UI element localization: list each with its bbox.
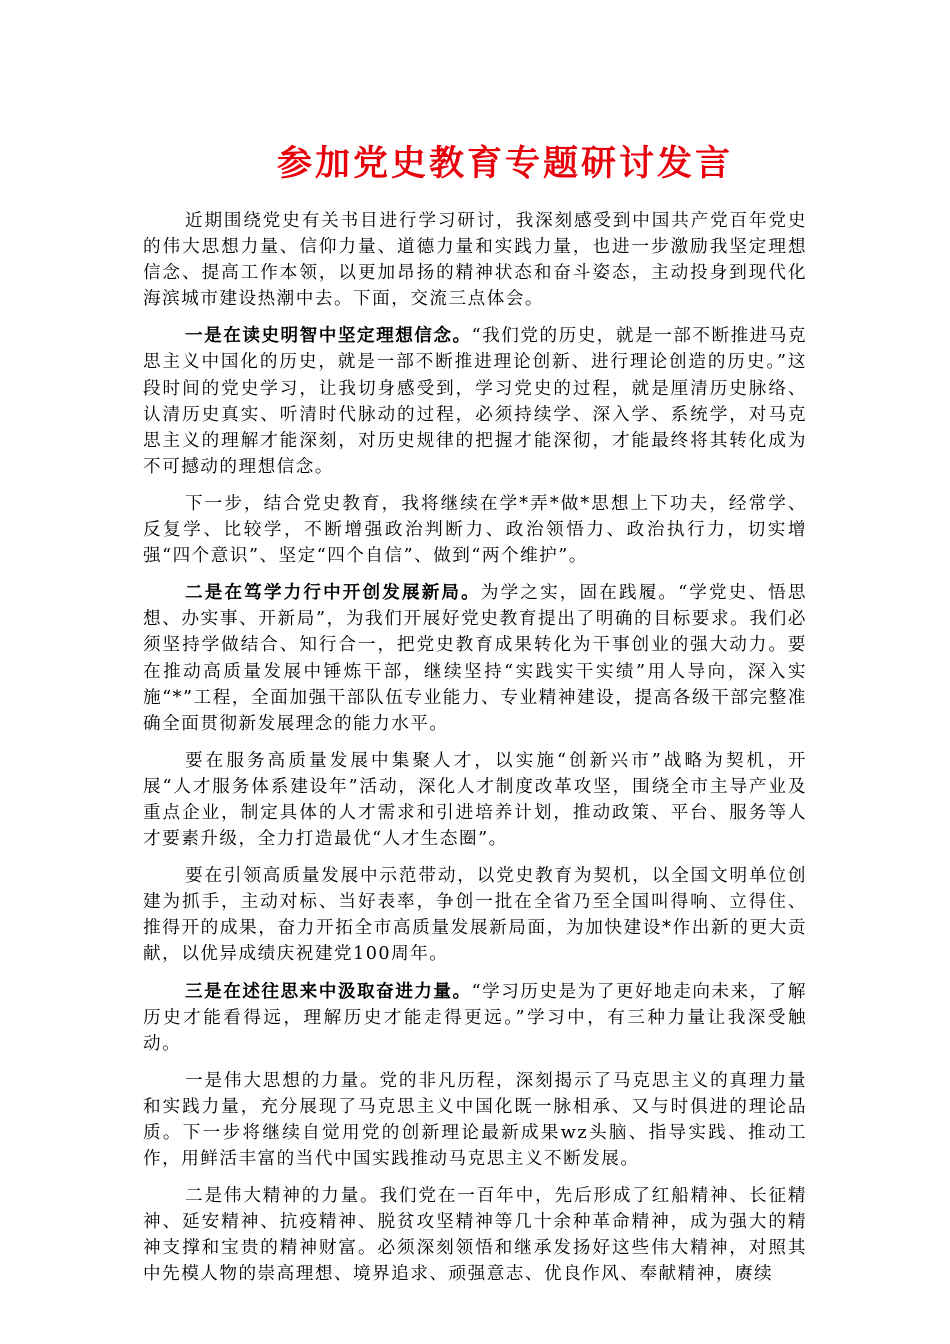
paragraph-text: 为学之实，固在践履。“学党史、悟思想、办实事、开新局”，为我们开展好党史教育提出了明确的目标要求。我们必须坚持学做结合、知行合一，把党史教育成果转化为干事创业的强大动力。要在推动高质量发展中锤炼干部，继续坚持“实践实干实绩”用人导向，深入实施“*”工程，全面加强干部队伍专业能力、专业精神建设，提高各级干部完整准确全面贯彻新发展理念的能力水平。	[143, 583, 807, 734]
paragraph-text: 近期围绕党史有关书目进行学习研讨，我深刻感受到中国共产党百年党史的伟大思想力量、信仰力量、道德力量和实践力量，也进一步激励我坚定理想信念、提高工作本领，以更加昂扬的精神状态和奋斗姿态，主动投身到现代化海滨城市建设热潮中去。下面，交流三点体会。	[143, 211, 807, 310]
paragraph-5	[143, 748, 807, 852]
paragraph-text: 要在服务高质量发展中集聚人才，以实施“创新兴市”战略为契机，开展“人才服务体系建设年”活动，深化人才制度改革攻坚，围绕全市主导产业及重点企业，制定具体的人才需求和引进培养计划，推动政策、平台、服务等人才要素升级，全力打造最优“人才生态圈”。	[143, 750, 807, 850]
paragraph-text: 要在引领高质量发展中示范带动，以党史教育为契机，以全国文明单位创建为抓手，主动对标、当好表率，争创一批在全省乃至全国叫得响、立得住、推得开的成果，奋力开拓全市高质量发展新局面，为加快建设*作出新的更大贡献，以优异成绩庆祝建党100周年。	[143, 866, 807, 965]
paragraph-text: 下一步，结合党史教育，我将继续在学*弄*做*思想上下功夫，经常学、反复学、比较学，不断增强政治判断力、政治领悟力、政治执行力，切实增强“四个意识”、坚定“四个自信”、做到“两个维护”。	[143, 493, 807, 567]
paragraph-text: “我们党的历史，就是一部不断推进马克思主义中国化的历史，就是一部不断推进理论创新、进行理论创造的历史。”这段时间的党史学习，让我切身感受到，学习党史的过程，就是厘清历史脉络、认清历史真实、听清时代脉动的过程，必须持续学、深入学、系统学，对马克思主义的理解才能深刻，对历史规律的把握才能深彻，才能最终将其转化成为不可撼动的理想信念。	[143, 326, 807, 477]
paragraph-lead: 一是在读史明智中坚定理想信念。	[185, 325, 472, 347]
paragraph-text: 一是伟大思想的力量。党的非凡历程，深刻揭示了马克思主义的真理力量和实践力量，充分展现了马克思主义中国化既一脉相承、又与时俱进的理论品质。下一步将继续自觉用党的创新理论最新成果wz头脑、指导实践、推动工作，用鲜活丰富的当代中国实践推动马克思主义不断发展。	[143, 1070, 807, 1170]
paragraph-6	[143, 863, 807, 967]
paragraph-9	[143, 1183, 807, 1287]
paragraph-4	[143, 580, 807, 737]
paragraph-1	[143, 208, 807, 312]
document-title: 参加党史教育专题研讨发言	[276, 144, 733, 184]
paragraph-lead: 二是在笃学力行中开创发展新局。	[185, 582, 481, 604]
paragraph-lead: 三是在述往思来中汲取奋进力量。	[185, 980, 472, 1002]
paragraph-2	[143, 323, 807, 480]
paragraph-3	[143, 491, 807, 569]
paragraph-text: “学习历史是为了更好地走向未来，了解历史才能看得远，理解历史才能走得更远。”学习中，有三种力量让我深受触动。	[143, 981, 807, 1054]
paragraph-8	[143, 1068, 807, 1172]
paragraph-7	[143, 979, 807, 1057]
paragraph-text: 二是伟大精神的力量。我们党在一百年中，先后形成了红船精神、长征精神、延安精神、抗疫精神、脱贫攻坚精神等几十余种革命精神，成为强大的精神支撑和宝贵的精神财富。必须深刻领悟和继承发扬好这些伟大精神，对照其中先模人物的崇高理想、境界追求、顽强意志、优良作风、奉献精神，赓续	[143, 1186, 807, 1285]
